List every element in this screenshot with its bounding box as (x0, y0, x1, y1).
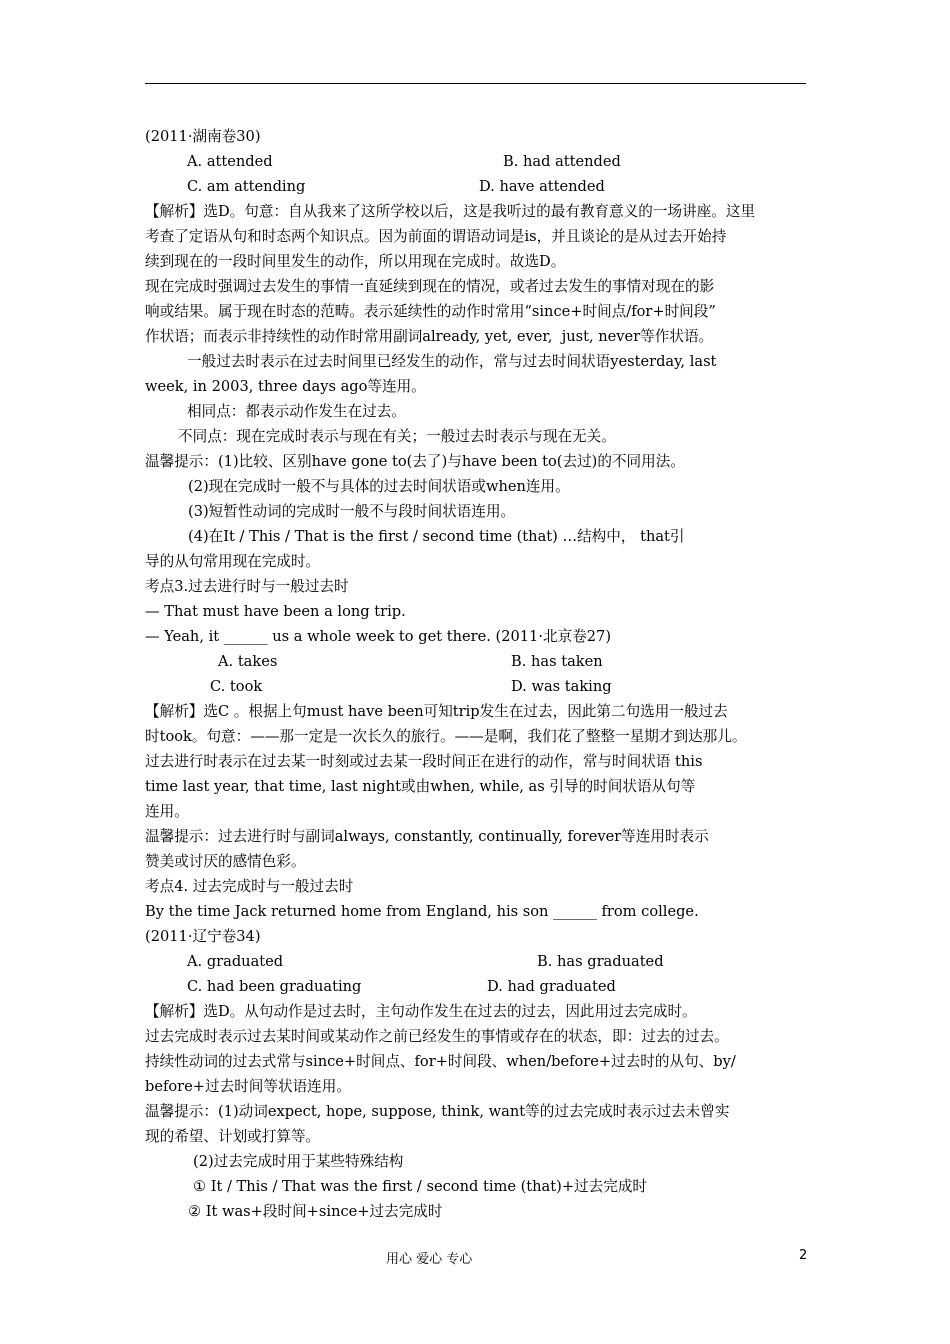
option-a: A. takes (218, 653, 278, 670)
option-a: A. attended (187, 153, 273, 170)
page-footer: 用心 爱心 专心 (386, 1252, 473, 1267)
body-line: 现在完成时强调过去发生的事情一直延续到现在的情况，或者过去发生的事情对现在的影 (145, 278, 715, 295)
tip-line: ① It / This / That was the first / second time (that)+过去完成时 (193, 1178, 648, 1195)
section-heading: 考点3.过去进行时与一般过去时 (145, 578, 349, 595)
tip-line: (4)在It / This / That is the first / second time (that) …结构中， that引 (188, 528, 685, 545)
body-line: 不同点：现在完成时表示与现在有关；一般过去时表示与现在无关。 (178, 428, 616, 445)
body-line: 持续性动词的过去式常与since+时间点、for+时间段、when/before+过去时的从句、by/ (145, 1053, 736, 1070)
header-rule (145, 83, 806, 84)
analysis-line: 考查了定语从句和时态两个知识点。因为前面的谓语动词是is，并且谈论的是从过去开始持 (145, 228, 727, 245)
tip-line: 温馨提示：(1)动词expect, hope, suppose, think, want等的过去完成时表示过去未曾实 (145, 1103, 730, 1120)
option-b: B. has graduated (537, 953, 664, 970)
analysis-line: 【解析】选D。句意：自从我来了这所学校以后，这是我听过的最有教育意义的一场讲座。这里 (145, 203, 756, 220)
tip-line: 现的希望、计划或打算等。 (145, 1128, 321, 1145)
body-line: 过去进行时表示在过去某一时刻或过去某一段时间正在进行的动作，常与时间状语 this (145, 753, 703, 770)
page-number: 2 (799, 1248, 808, 1263)
question-source: (2011·湖南卷30) (145, 128, 261, 145)
question-line: By the time Jack returned home from England, his son ______ from college. (145, 903, 699, 920)
tip-line: 温馨提示：(1)比较、区别have gone to(去了)与have been to(去过)的不同用法。 (145, 453, 685, 470)
body-line: 响或结果。属于现在时态的范畴。表示延续性的动作时常用“since+时间点/for+时间段” (145, 303, 716, 320)
option-c: C. am attending (187, 178, 306, 195)
tip-line: 温馨提示：过去进行时与副词always, constantly, continually, forever等连用时表示 (145, 828, 709, 845)
option-d: D. had graduated (487, 978, 616, 995)
body-line: before+过去时间等状语连用。 (145, 1078, 351, 1095)
tip-line: 赞美或讨厌的感情色彩。 (145, 853, 306, 870)
tip-line: (3)短暂性动词的完成时一般不与段时间状语连用。 (188, 503, 516, 520)
analysis-line: 【解析】选D。从句动作是过去时，主句动作发生在过去的过去，因此用过去完成时。 (145, 1003, 697, 1020)
tip-line: (2)现在完成时一般不与具体的过去时间状语或when连用。 (188, 478, 570, 495)
option-d: D. have attended (479, 178, 605, 195)
tip-line: 导的从句常用现在完成时。 (145, 553, 321, 570)
body-line: 连用。 (145, 803, 189, 820)
option-a: A. graduated (187, 953, 284, 970)
body-line: week, in 2003, three days ago等连用。 (145, 378, 426, 395)
analysis-line: 续到现在的一段时间里发生的动作，所以用现在完成时。故选D。 (145, 253, 566, 270)
dialogue-line: — That must have been a long trip. (145, 603, 406, 620)
tip-line: (2)过去完成时用于某些特殊结构 (193, 1153, 404, 1170)
option-b: B. has taken (511, 653, 603, 670)
analysis-line: 时took。句意：——那一定是一次长久的旅行。——是啊，我们花了整整一星期才到达那儿。 (145, 728, 747, 745)
option-c: C. had been graduating (187, 978, 362, 995)
question-source: (2011·辽宁卷34) (145, 928, 261, 945)
dialogue-line: — Yeah, it ______ us a whole week to get there. (2011·北京卷27) (145, 628, 612, 645)
section-heading: 考点4. 过去完成时与一般过去时 (145, 878, 354, 895)
option-d: D. was taking (511, 678, 612, 695)
body-line: 一般过去时表示在过去时间里已经发生的动作，常与过去时间状语yesterday, last (187, 353, 717, 370)
option-c: C. took (210, 678, 263, 695)
body-line: 过去完成时表示过去某时间或某动作之前已经发生的事情或存在的状态，即：过去的过去。 (145, 1028, 729, 1045)
option-b: B. had attended (503, 153, 621, 170)
body-line: 相同点：都表示动作发生在过去。 (187, 403, 406, 420)
body-line: time last year, that time, last night或由when, while, as 引导的时间状语从句等 (145, 778, 696, 795)
tip-line: ② It was+段时间+since+过去完成时 (188, 1203, 443, 1220)
analysis-line: 【解析】选C 。根据上句must have been可知trip发生在过去，因此第二句选用一般过去 (145, 703, 728, 720)
body-line: 作状语；而表示非持续性的动作时常用副词already, yet, ever, just, never等作状语。 (145, 328, 714, 345)
